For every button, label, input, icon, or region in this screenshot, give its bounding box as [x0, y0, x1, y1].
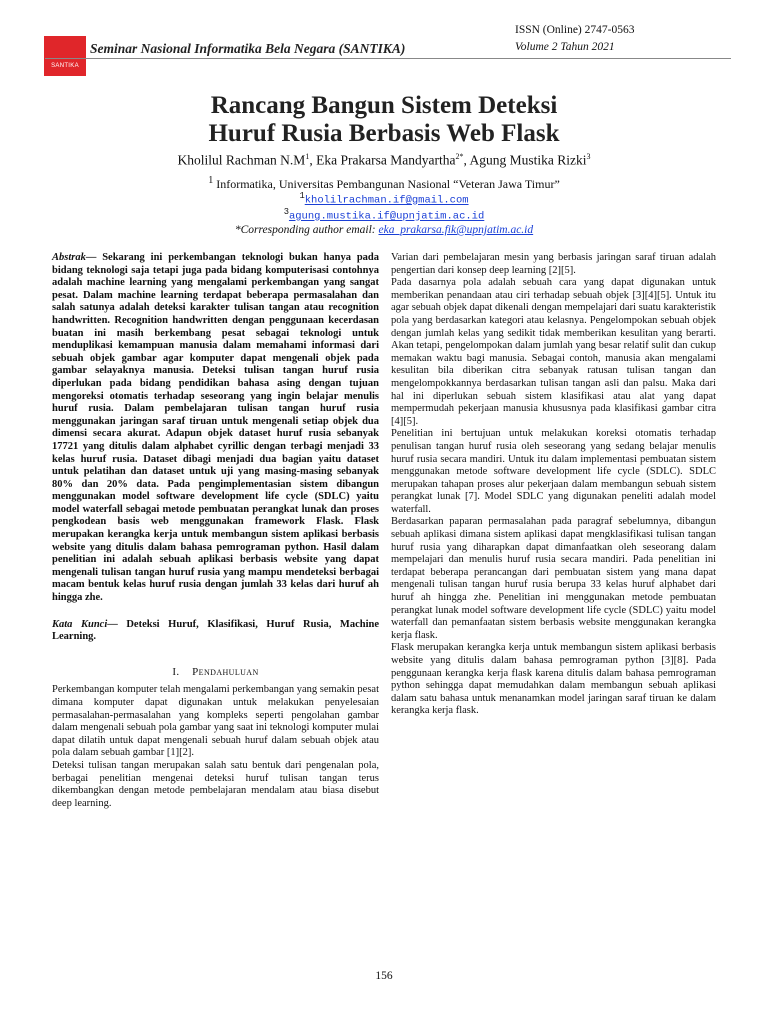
title-line-1: Rancang Bangun Sistem Deteksi — [210, 92, 558, 119]
author-3: Agung Mustika Rizki — [469, 152, 587, 168]
intro-paragraph-2: Deteksi tulisan tangan merupakan salah satu bentuk dari pengenalan pola, berbagai penelitian mengenai deteksi huruf tulisan tangan terus dikembangkan dengan metode pembelajaran mendalam atau biasa disebut deep learning. — [52, 759, 379, 809]
conference-name: Seminar Nasional Informatika Bela Negara (SANTIKA) — [90, 41, 406, 56]
logo-text: SANTIKA — [51, 63, 79, 69]
section-heading — [52, 666, 379, 679]
author-3-sup: 3 — [586, 152, 591, 161]
issn: ISSN (Online) 2747-0563 — [515, 24, 635, 36]
header-divider — [45, 58, 731, 59]
email-1 — [0, 191, 768, 207]
title-line-2: Huruf Rusia Berbasis Web Flask — [208, 120, 560, 147]
abstract-label: Abstrak — [52, 252, 86, 263]
intro-paragraph-1: Perkembangan komputer telah mengalami perkembangan yang semakin pesat dimana komputer dapat digunakan untuk melakukan penyelesaian permasalahan-permasalahan yang kompleks seperti pengolahan gambar dalam mengenali sebuah pola gambar yang saat ini teknologi komputer mulai dapat dilatih untuk dapat mengenali sebuah huruf dalam sebuah objek atau pola dalam sebuah gambar [1][2]. — [52, 684, 379, 759]
corresponding-label: *Corresponding author email: — [234, 224, 379, 236]
right-paragraph-4: Berdasarkan paparan permasalahan pada paragraf sebelumnya, dibangun sebuah aplikasi dimana sistem aplikasi dapat mengklasifikasi tulisan tangan huruf rusia yang diharapkan dapat dimanfaatkan oleh seseorang dalam mempelajari dan menulis huruf rusia secara mandiri. Pada penelitian ini terdapat beberapa perancangan dari pembuatan sistem yang mana dapat mengenali tulisan tangan huruf rusia berupa 33 kelas huruf alphabet dari huruf ah hingga zhe. Penelitian ini menggunakan metode pembuatan perangkat lunak model software development life cycle (SDLC) yaitu model waterfall dan pemanfaatan sistem berbasis website menggunakan kerangka kerja flask. — [391, 516, 716, 641]
left-column — [52, 252, 379, 810]
corresponding-author — [0, 224, 768, 236]
email-1-sup: 1 — [299, 191, 305, 201]
author-list: Kholilul Rachman $N.M^1$, Eka Prakarsa Mandyartha$^{2*}$, Agung Mustika Rizki$^3$ — [177, 152, 591, 168]
right-paragraph-2: Pada dasarnya pola adalah sebuah cara yang dapat digunakan untuk memberikan penandaan atau ciri terhadap sebuah objek [3][4][5]. Untuk itu agar sebuah objek dapat dikenali dengan mempelajari dari suatu karakteristik pola yang berdasarkan kategori atau kelasnya. Pengelompokan sebuah objek dengan jumlah kelas yang sedikit tidak memberikan kesulitan yang berarti. Akan tetapi, pengelompokan dalam jumlah yang besar relatif sulit dan cukup memakan waktu bagi manusia. Sebagai contoh, manusia akan mengalami kesulitan bila diberikan citra sebanyak ratusan tulisan tangan dan mengelompokkannya berdasarkan tulisan tangan asli dan palsu. Maka dari hal ini diperlukan sebuah sistem klasifikasi atau alat yang dapat mempermudah pekerjaan manusia khususnya pada klasifikasi gambar citra [4][5]. — [391, 277, 716, 427]
keywords-text: — Deteksi Huruf, Klasifikasi, Huruf Rusia, Machine Learning. — [52, 618, 379, 643]
affiliation — [0, 175, 768, 192]
paper-title — [0, 92, 768, 148]
email-2-sup: 3 — [283, 207, 289, 217]
email-1-link[interactable]: kholilrachman.if@gmail.com — [304, 194, 469, 207]
right-paragraph-5: Flask merupakan kerangka kerja untuk membangun sistem aplikasi berbasis website yang ditulis dalam bahasa pemrograman python [3][8]. Pada penggunaan kerangka kerja flask karena ditulis dalam bahasa pemrograman python sehingga dapat memudahkan dalam membangun sebuah aplikasi dalam satu bahasa untuk menanamkan model jaringan saraf tiruan ke dalam kerangka kerja flask. — [391, 642, 716, 717]
right-column — [391, 252, 716, 718]
abstract-text: — Sekarang ini perkembangan teknologi bukan hanya pada bidang teknologi saja tetapi juga pada bidang komputerisasi contohnya adalah machine learning yang mengalami perkembangan yang sangat pesat. Dalam machine learning terdapat beberapa permasalahan dan salah satunya adalah deteksi karakter tulisan tangan atau recognition handwritten. Recognition handwritten dengan penggunaan kecerdasan buatan ini masih berkembang pesat sebagai teknologi untuk menduplikasi kemampuan manusia dalam memahami informasi dari sebuah objek gambar agar komputer dapat mengenali objek pada gambar selayaknya manusia. Deteksi tulisan tangan huruf rusia diperlukan pada bidang pendidikan bahasa asing dengan tujuan mengoreksi otomatis terhadap seseorang yang ingin belajar menulis huruf rusia. Dalam pembelajaran tulisan tangan huruf rusia menggunakan jaringan saraf tiruan untuk mengenali setiap objek dua dimensi secara akurat. Adapun objek dataset huruf rusia sebanyak 17721 yang ditulis dalam alphabet cyrillic dengan terbagi menjadi 33 kelas huruf rusia. Dataset dibagi menjadi dua bagian yaitu dataset untuk pelatihan dan dataset untuk uji yang masing-masing sebanyak 80% dan 20% data. Pada pengimplementasian sistem dibangun menggunakan model software development life cycle (SDLC) yaitu model waterfall sebagai metode pembuatan perangkat lunak dan proses pengkodean basis web menggunakan framework Flask. Flask merupakan kerangka kerja untuk membangun sistem aplikasi berbasis website yang ditulis dalam bahasa pemrograman python. Hasil dalam penelitian ini adalah sebuah aplikasi berbasis website yang dapat mengenali tulisan tangan huruf rusia yang mampu mendeteksi berbagai macam bentuk kelas huruf rusia dengan jumlah 33 kelas dari huruf ah hingga zhe. — [52, 252, 379, 604]
keywords — [52, 619, 379, 644]
author-1-sup: 1 — [305, 152, 310, 161]
santika-logo — [44, 36, 86, 76]
author-2-sup: 2* — [455, 152, 464, 161]
volume: Volume 2 Tahun 2021 — [515, 41, 615, 53]
abstract — [52, 252, 379, 605]
keywords-label: Kata Kunci — [52, 618, 108, 630]
page-header — [41, 22, 731, 69]
section-number: I. — [172, 665, 180, 678]
email-2 — [0, 207, 768, 223]
affiliation-text: Informatika, Universitas Pembangunan Nasional “Veteran Jawa Timur” — [216, 177, 560, 191]
right-paragraph-3: Penelitian ini bertujuan untuk melakukan koreksi otomatis terhadap penulisan tangan huruf rusia oleh seseorang yang sedang belajar menulis huruf rusia secara mandiri. Untuk itu dalam implementasi pembuatan sistem menggunakan metode software development life cycle (SDLC). SDLC merupakan tahapan proses alur pekerjaan dalam membangun sebuah sistem perangkat lunak [7]. Model SDLC yang digunakan peneliti adalah model waterfall. — [391, 428, 716, 515]
corresponding-email-link[interactable]: eka_prakarsa.fik@upnjatim.ac.id — [378, 224, 534, 236]
page-number: 156 — [375, 970, 393, 982]
right-paragraph-1: Varian dari pembelajaran mesin yang berbasis jaringan saraf tiruan adalah pengertian dari konsep deep learning [2][5]. — [391, 252, 716, 276]
section-title: Pendahuluan — [192, 665, 259, 678]
author-1: Kholilul Rachman N.M — [177, 152, 306, 168]
email-2-link[interactable]: agung.mustika.if@upnjatim.ac.id — [288, 210, 485, 223]
author-2: Eka Prakarsa Mandyartha — [316, 152, 456, 168]
affiliation-sup: 1 — [208, 175, 214, 186]
